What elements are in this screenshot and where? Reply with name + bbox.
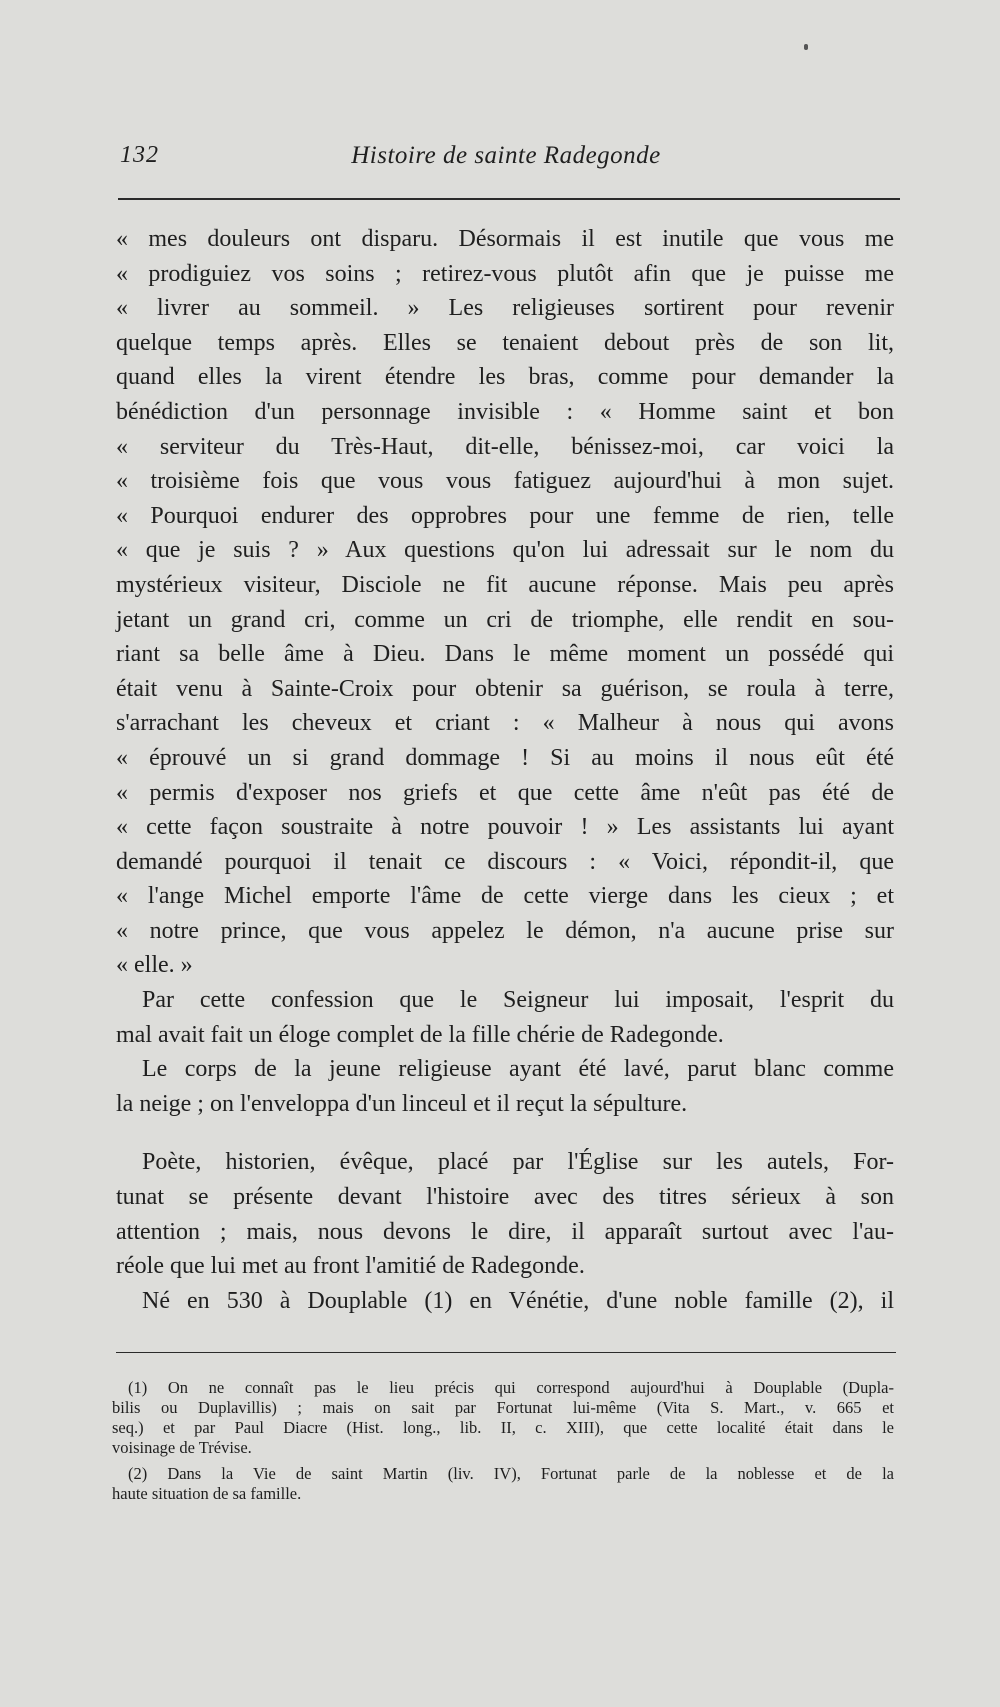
- footnote-1: [112, 1378, 894, 1458]
- text-line: Poète, historien, évêque, placé par l'Église sur les autels, For-: [142, 1149, 894, 1176]
- text-line: s'arrachant les cheveux et criant : « Malheur à nous qui avons: [116, 710, 894, 737]
- text-line: quelque temps après. Elles se tenaient debout près de son lit,: [116, 329, 894, 356]
- footnote-line: voisinage de Trévise.: [112, 1438, 252, 1457]
- text-line: demandé pourquoi il tenait ce discours : « Voici, répondit-il, que: [116, 848, 894, 875]
- text-line: « elle. »: [116, 952, 193, 979]
- text-line: quand elles la virent étendre les bras, comme pour demander la: [116, 364, 894, 391]
- footnote-rule: [116, 1352, 896, 1353]
- text-line: Le corps de la jeune religieuse ayant été lavé, parut blanc comme: [142, 1056, 894, 1083]
- text-line: « l'ange Michel emporte l'âme de cette vierge dans les cieux ; et: [116, 883, 894, 910]
- page-number: 132: [120, 142, 159, 168]
- text-line: « permis d'exposer nos griefs et que cette âme n'eût pas été de: [116, 779, 894, 806]
- footnote-line: (2) Dans la Vie de saint Martin (liv. IV), Fortunat parle de la noblesse et de la: [128, 1464, 894, 1483]
- footnote-line: bilis ou Duplavillis) ; mais on sait par Fortunat lui-même (Vita S. Mart., v. 665 et: [112, 1398, 894, 1417]
- text-line: « éprouvé un si grand dommage ! Si au moins il nous eût été: [116, 744, 894, 771]
- text-line: « mes douleurs ont disparu. Désormais il est inutile que vous me: [116, 226, 894, 252]
- body-text: [116, 222, 894, 1318]
- text-line: jetant un grand cri, comme un cri de triomphe, elle rendit en sou-: [116, 606, 894, 633]
- text-line: bénédiction d'un personnage invisible : « Homme saint et bon: [116, 398, 894, 425]
- text-line: « prodiguiez vos soins ; retirez-vous plutôt afin que je puisse me: [116, 260, 894, 287]
- text-line: la neige ; on l'enveloppa d'un linceul et il reçut la sépulture.: [116, 1090, 688, 1117]
- footnote-line: haute situation de sa famille.: [112, 1484, 302, 1503]
- text-line: riant sa belle âme à Dieu. Dans le même moment un possédé qui: [116, 641, 894, 668]
- text-line: mal avait fait un éloge complet de la fille chérie de Radegonde.: [116, 1021, 724, 1048]
- print-speck: [804, 44, 808, 50]
- footnote-2: [112, 1464, 894, 1504]
- footnote-line: seq.) et par Paul Diacre (Hist. long., lib. II, c. XIII), que cette localité était dans le: [112, 1418, 894, 1437]
- text-line: « notre prince, que vous appelez le démon, n'a aucune prise sur: [116, 917, 894, 944]
- text-line: attention ; mais, nous devons le dire, il apparaît surtout avec l'au-: [116, 1218, 894, 1245]
- text-line: était venu à Sainte-Croix pour obtenir sa guérison, se roula à terre,: [116, 675, 894, 702]
- text-line: « troisième fois que vous vous fatiguez aujourd'hui à mon sujet.: [116, 468, 894, 495]
- header-rule: [118, 198, 900, 200]
- text-line: « Pourquoi endurer des opprobres pour une femme de rien, telle: [116, 502, 894, 529]
- text-line: « livrer au sommeil. » Les religieuses sortirent pour revenir: [116, 295, 894, 322]
- page-header: [118, 142, 894, 182]
- section-gap: [116, 1121, 894, 1145]
- text-line: « serviteur du Très-Haut, dit-elle, bénissez-moi, car voici la: [116, 433, 894, 460]
- text-line: Né en 530 à Douplable (1) en Vénétie, d'une noble famille (2), il: [142, 1287, 894, 1314]
- text-line: Par cette confession que le Seigneur lui imposait, l'esprit du: [142, 987, 894, 1014]
- text-line: tunat se présente devant l'histoire avec des titres sérieux à son: [116, 1184, 894, 1211]
- footnotes: [112, 1378, 894, 1510]
- text-line: mystérieux visiteur, Disciole ne fit aucune réponse. Mais peu après: [116, 571, 894, 598]
- running-title: Histoire de sainte Radegonde: [351, 142, 661, 169]
- footnote-line: (1) On ne connaît pas le lieu précis qui correspond aujourd'hui à Douplable (Dupla-: [128, 1378, 894, 1397]
- text-line: « cette façon soustraite à notre pouvoir ! » Les assistants lui ayant: [116, 814, 894, 841]
- text-line: « que je suis ? » Aux questions qu'on lui adressait sur le nom du: [116, 537, 894, 564]
- text-line: réole que lui met au front l'amitié de Radegonde.: [116, 1253, 585, 1280]
